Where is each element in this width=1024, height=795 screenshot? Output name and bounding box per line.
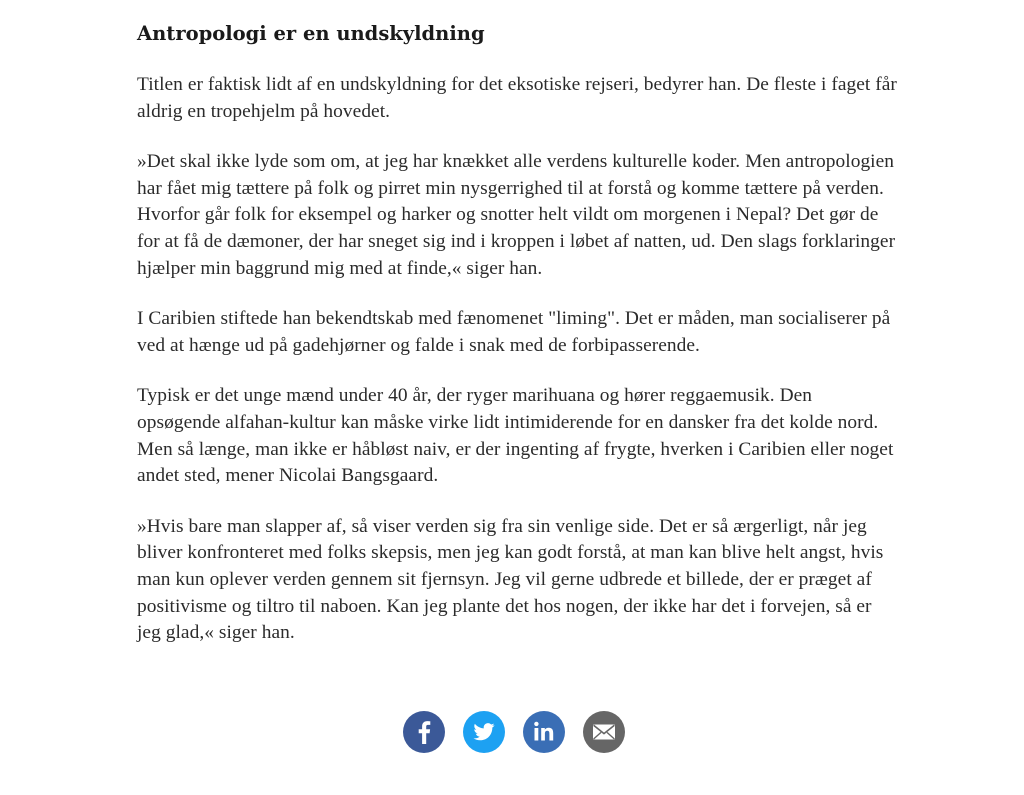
article-paragraph: »Hvis bare man slapper af, så viser verden sig fra sin venlige side. Det er så ærgerligt, når jeg bliver konfronteret med folks skepsis, men jeg kan godt forstå, at man kan blive helt angst, hvis man kun oplever verden gennem sit fjernsyn. Jeg vil gerne udbrede et billede, der er præget af positivisme og tiltro til naboen. Kan jeg plante det hos nogen, der ikke har det i forvejen, så er jeg glad,« siger han. — [137, 515, 884, 644]
twitter-share-button[interactable] — [463, 711, 505, 753]
article-paragraph: Typisk er det unge mænd under 40 år, der ryger marihuana og hører reggaemusik. Den opsøgende alfahan-kultur kan måske virke lidt intimiderende for en dansker fra det kolde nord. Men så længe, man ikke er håbløst naiv, er der ingenting af frygte, hverken i Caribien eller noget andet sted, mener Nicolai Bangsgaard. — [137, 385, 894, 487]
article-heading: Antropologi er en undskyldning — [137, 22, 485, 45]
facebook-icon — [403, 711, 445, 753]
linkedin-share-button[interactable] — [523, 711, 565, 753]
article-paragraph: »Det skal ikke lyde som om, at jeg har knækket alle verdens kulturelle koder. Men antropologien har fået mig tættere på folk og pirret min nysgerrighed til at forstå og komme tættere på verden. Hvorfor går folk for eksempel og harker og snotter helt vildt om morgenen i Nepal? Det gør de for at få de dæmoner, der har sneget sig ind i kroppen i løbet af natten, ud. Den slags forklaringer hjælper min baggrund mig med at finde,« siger han. — [137, 151, 896, 279]
linkedin-icon — [523, 711, 565, 753]
email-share-button[interactable] — [583, 711, 625, 753]
article-paragraph: Titlen er faktisk lidt af en undskyldning for det eksotiske rejseri, bedyrer han. De fleste i faget får aldrig en tropehjelm på hovedet. — [137, 74, 897, 122]
email-icon — [583, 711, 625, 753]
facebook-share-button[interactable] — [403, 711, 445, 753]
twitter-icon — [463, 711, 505, 753]
article-paragraph: I Caribien stiftede han bekendtskab med fænomenet "liming". Det er måden, man socialiserer på ved at hænge ud på gadehjørner og falde i snak med de forbipasserende. — [137, 308, 891, 356]
article-body — [137, 18, 897, 671]
share-buttons — [403, 711, 625, 753]
